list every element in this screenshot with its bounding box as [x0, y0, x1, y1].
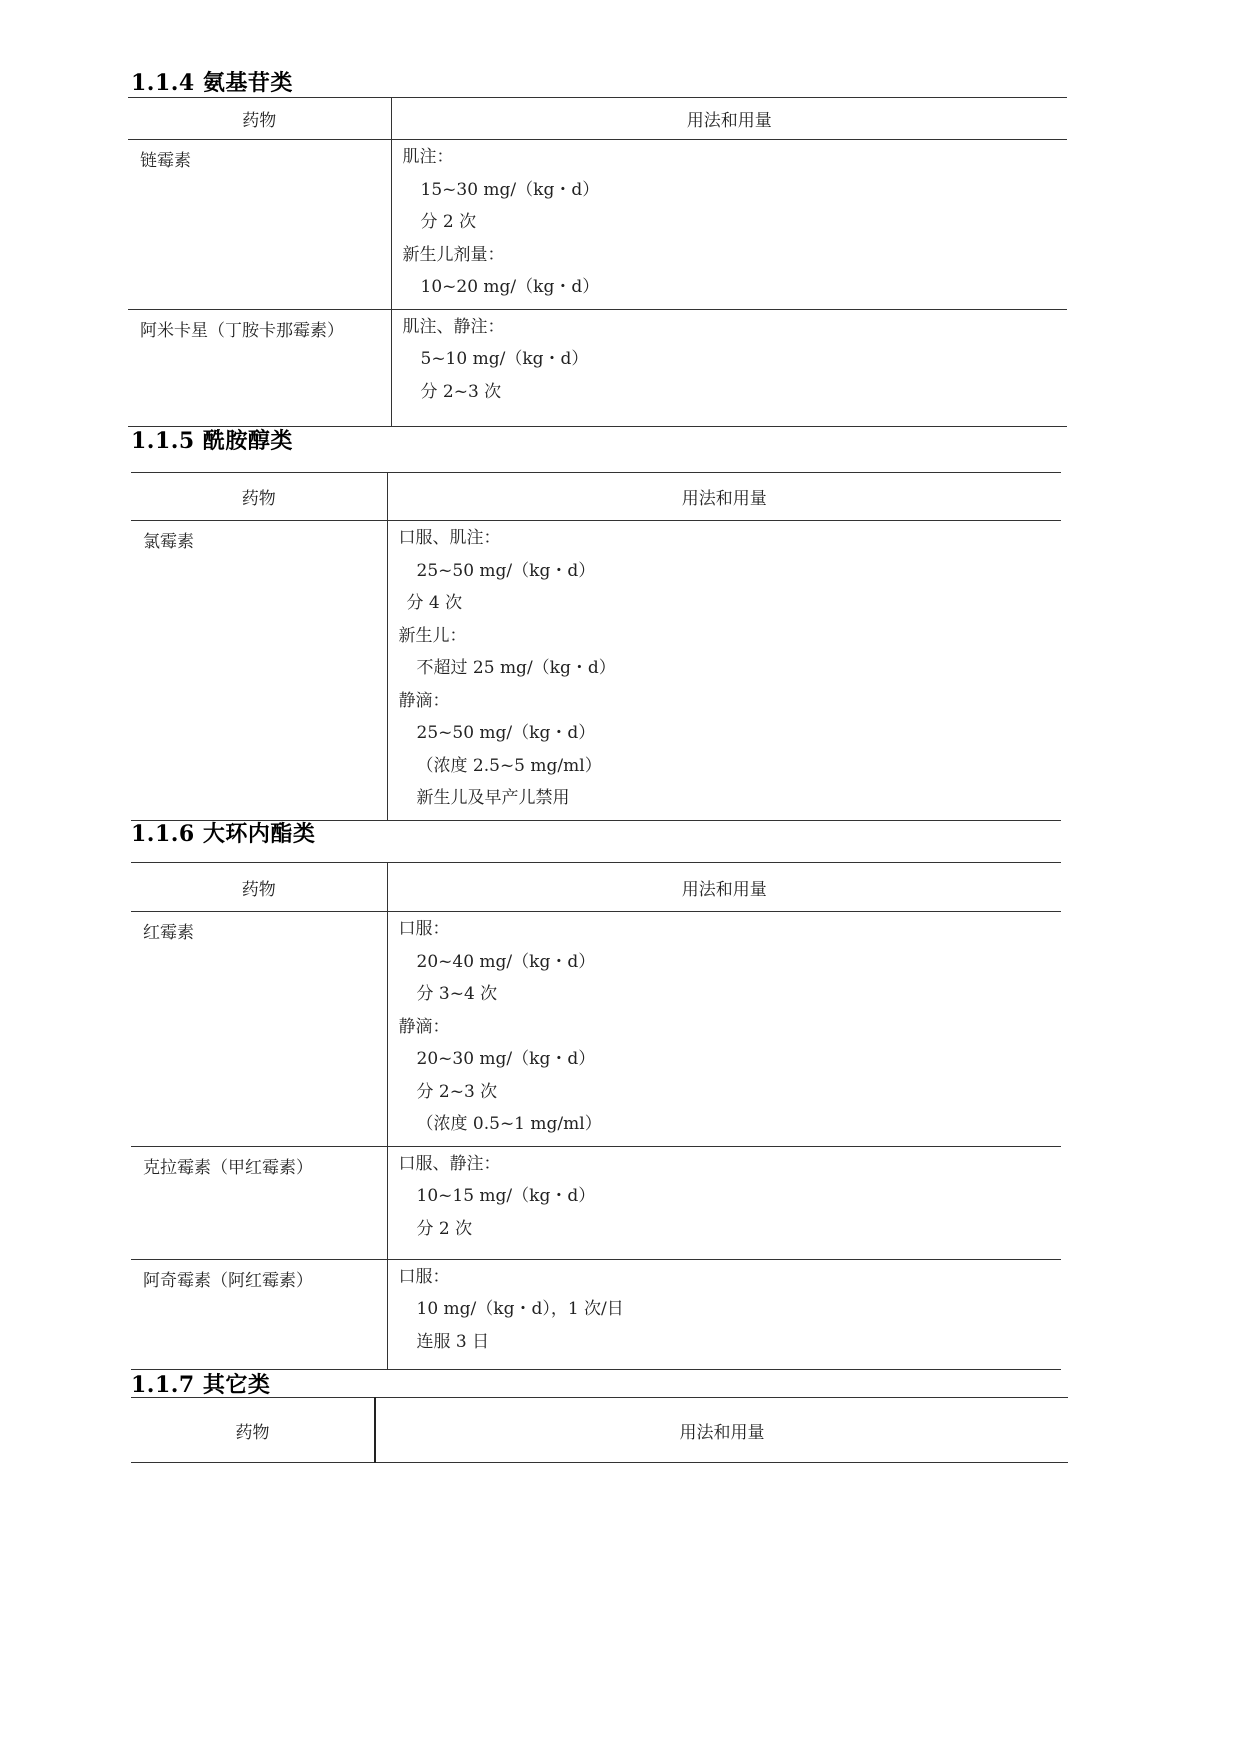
- section-heading-115: 1.1.5 酰胺醇类: [131, 428, 293, 454]
- drug-table-amphenicols: [131, 472, 1061, 821]
- drug-table-macrolides: [131, 862, 1061, 1370]
- drug-name: 阿米卡星（丁胺卡那霉素）: [140, 320, 344, 341]
- usage-line: 口服：: [398, 919, 450, 939]
- usage-line: 20~40 mg/（kg・d）: [416, 951, 596, 972]
- usage-line: （浓度 2.5~5 mg/ml）: [416, 755, 602, 776]
- table-header-row: [128, 98, 1067, 140]
- usage-line: 口服：: [398, 1266, 450, 1287]
- usage-line: 15~30 mg/（kg・d）: [420, 179, 600, 200]
- usage-line: 静滴：: [398, 690, 450, 711]
- drug-cell: [128, 309, 391, 426]
- usage-line: 分 2~3 次: [420, 381, 502, 402]
- usage-line: 口服、肌注：: [398, 528, 501, 548]
- drug-cell: [131, 1259, 387, 1369]
- usage-line: 肌注、静注：: [402, 316, 505, 337]
- drug-name: 阿奇霉素（阿红霉素）: [143, 1270, 313, 1291]
- usage-cell: [391, 309, 1067, 426]
- drug-cell: [131, 912, 387, 1147]
- usage-line: 新生儿：: [398, 625, 467, 646]
- usage-line: 分 4 次: [406, 593, 463, 613]
- usage-line: 分 2 次: [416, 1218, 473, 1239]
- table-row: [128, 309, 1067, 426]
- usage-line: 分 2 次: [420, 212, 477, 232]
- column-header-usage: 用法和用量: [387, 863, 1061, 912]
- usage-line: 静滴：: [398, 1016, 450, 1037]
- table-row: [131, 912, 1061, 1147]
- usage-line: 口服、静注：: [398, 1153, 501, 1174]
- usage-line: （浓度 0.5~1 mg/ml）: [416, 1114, 602, 1134]
- drug-cell: [131, 1146, 387, 1259]
- column-header-usage: 用法和用量: [391, 98, 1067, 140]
- usage-lines: [388, 1147, 1062, 1251]
- usage-line: 10 mg/（kg・d），1 次/日: [416, 1299, 624, 1319]
- table-row: [131, 521, 1061, 821]
- column-header-drug: 药物: [128, 98, 391, 140]
- column-header-drug: 药物: [131, 473, 387, 521]
- drug-cell: [131, 521, 387, 821]
- column-header-drug: 药物: [131, 1398, 375, 1463]
- usage-cell: [387, 521, 1061, 821]
- usage-lines: [388, 912, 1062, 1146]
- usage-line: 肌注：: [402, 147, 454, 167]
- usage-line: 新生儿剂量：: [402, 244, 505, 265]
- table-header-row: [131, 863, 1061, 912]
- usage-line: 分 3~4 次: [416, 984, 498, 1004]
- section-heading-116: 1.1.6 大环内酯类: [131, 821, 316, 847]
- drug-name: 红霉素: [143, 923, 194, 943]
- drug-table-others: [131, 1397, 1068, 1463]
- usage-lines: [392, 140, 1068, 309]
- usage-line: 20~30 mg/（kg・d）: [416, 1049, 596, 1069]
- table-header-row: [131, 1398, 1068, 1463]
- usage-lines: [392, 310, 1068, 414]
- column-header-usage: 用法和用量: [375, 1398, 1068, 1463]
- column-header-usage: 用法和用量: [387, 473, 1061, 521]
- usage-line: 10~20 mg/（kg・d）: [420, 277, 600, 297]
- usage-cell: [387, 1146, 1061, 1259]
- drug-name: 链霉素: [140, 151, 191, 171]
- usage-line: 10~15 mg/（kg・d）: [416, 1186, 596, 1206]
- table-row: [131, 1259, 1061, 1369]
- usage-line: 5~10 mg/（kg・d）: [420, 349, 589, 369]
- usage-cell: [391, 140, 1067, 310]
- usage-line: 不超过 25 mg/（kg・d）: [416, 658, 616, 678]
- section-heading-117: 1.1.7 其它类: [131, 1372, 271, 1398]
- usage-line: 连服 3 日: [416, 1331, 490, 1352]
- usage-cell: [387, 912, 1061, 1147]
- drug-table-aminoglycosides: [128, 97, 1067, 427]
- column-header-drug: 药物: [131, 863, 387, 912]
- table-header-row: [131, 473, 1061, 521]
- usage-lines: [388, 1260, 1062, 1364]
- usage-line: 25~50 mg/（kg・d）: [416, 723, 596, 743]
- usage-line: 新生儿及早产儿禁用: [416, 788, 570, 808]
- drug-cell: [128, 140, 391, 310]
- usage-line: 25~50 mg/（kg・d）: [416, 560, 596, 581]
- usage-line: 分 2~3 次: [416, 1081, 498, 1102]
- usage-lines: [388, 521, 1062, 820]
- drug-name: 克拉霉素（甲红霉素）: [143, 1157, 313, 1178]
- usage-cell: [387, 1259, 1061, 1369]
- table-row: [131, 1146, 1061, 1259]
- section-heading-114: 1.1.4 氨基苷类: [131, 70, 293, 96]
- drug-name: 氯霉素: [143, 532, 194, 552]
- table-row: [128, 140, 1067, 310]
